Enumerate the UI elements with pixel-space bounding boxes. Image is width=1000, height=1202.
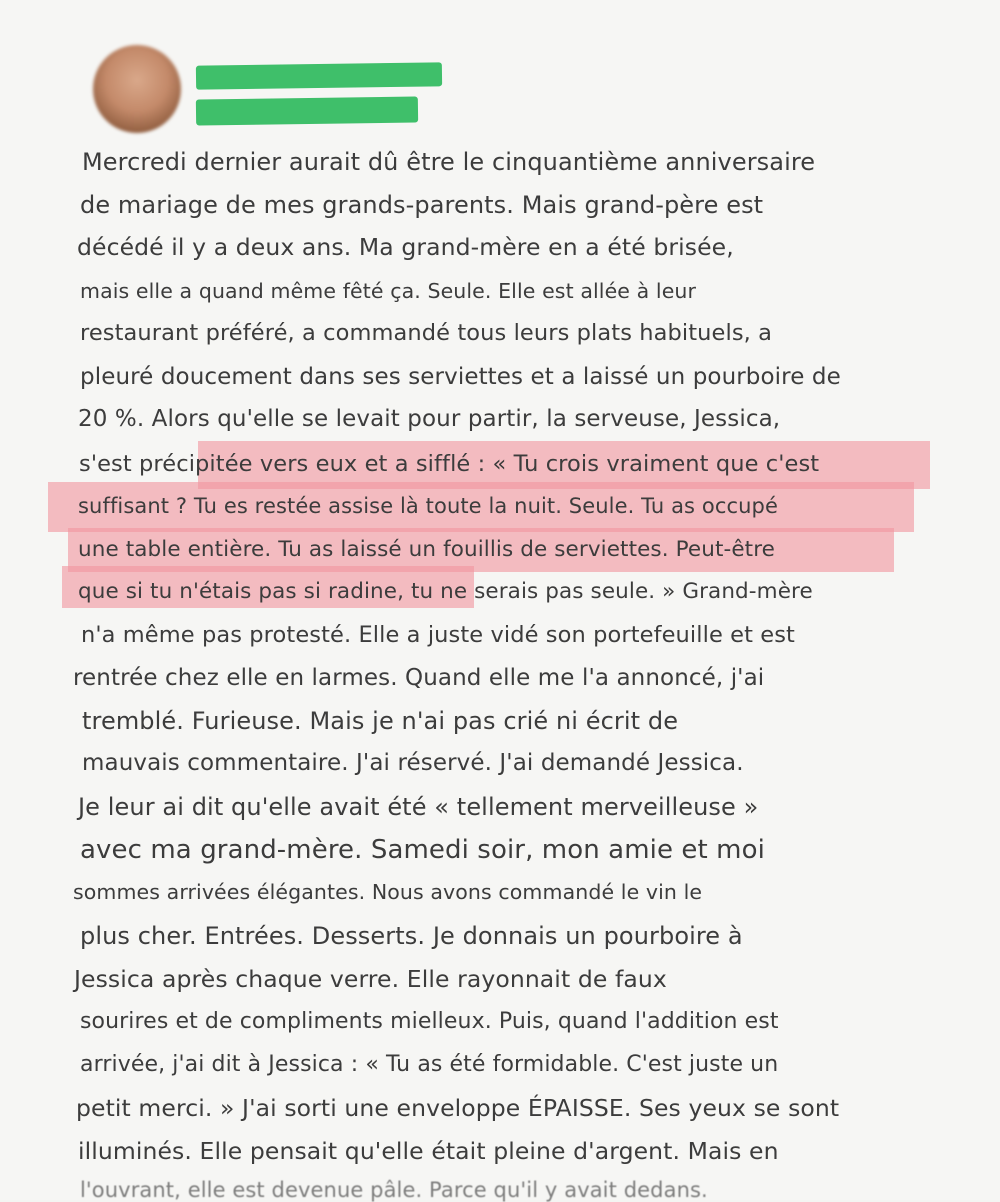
post-line: mauvais commentaire. J'ai réservé. J'ai demandé Jessica. [82,750,744,776]
post-line: 20 %. Alors qu'elle se levait pour partir, la serveuse, Jessica, [78,406,781,432]
post-line: Jessica après chaque verre. Elle rayonnait de faux [74,965,667,993]
post-line: de mariage de mes grands-parents. Mais grand-père est [80,191,764,219]
post-line: plus cher. Entrées. Desserts. Je donnais un pourboire à [80,922,743,950]
post-line: l'ouvrant, elle est devenue pâle. Parce qu'il y avait dedans. [80,1178,708,1202]
post-line: n'a même pas protesté. Elle a juste vidé son portefeuille et est [81,622,795,648]
post-line: Mercredi dernier aurait dû être le cinquantième anniversaire [82,148,816,176]
post-line: rentrée chez elle en larmes. Quand elle me l'a annoncé, j'ai [73,665,765,691]
post-line: tremblé. Furieuse. Mais je n'ai pas crié ni écrit de [82,707,679,735]
post-line: pleuré doucement dans ses serviettes et a laissé un pourboire de [80,364,841,390]
post-line: suffisant ? Tu es restée assise là toute la nuit. Seule. Tu as occupé [78,494,778,518]
post-line: décédé il y a deux ans. Ma grand-mère en a été brisée, [77,233,734,261]
post-line: petit merci. » J'ai sorti une enveloppe ÉPAISSE. Ses yeux se sont [76,1094,840,1122]
avatar[interactable] [93,45,181,133]
post-line: sommes arrivées élégantes. Nous avons commandé le vin le [73,880,703,904]
post-line: sourires et de compliments mielleux. Puis, quand l'addition est [80,1009,779,1034]
post-line: arrivée, j'ai dit à Jessica : « Tu as été formidable. C'est juste un [80,1052,779,1077]
post-line: que si tu n'étais pas si radine, tu ne serais pas seule. » Grand-mère [78,579,813,604]
post-line: une table entière. Tu as laissé un fouillis de serviettes. Peut-être [78,537,775,562]
post-line: Je leur ai dit qu'elle avait été « tellement merveilleuse » [78,793,759,821]
post-line: restaurant préféré, a commandé tous leurs plats habituels, a [80,320,773,346]
post-line: mais elle a quand même fêté ça. Seule. Elle est allée à leur [80,279,697,303]
post-line: s'est précipitée vers eux et a sifflé : « Tu crois vraiment que c'est [79,451,820,477]
post-line: illuminés. Elle pensait qu'elle était pleine d'argent. Mais en [78,1137,779,1165]
redacted-name-bar [196,62,442,89]
redacted-handle-bar [196,96,418,125]
post-line: avec ma grand-mère. Samedi soir, mon amie et moi [80,835,765,865]
